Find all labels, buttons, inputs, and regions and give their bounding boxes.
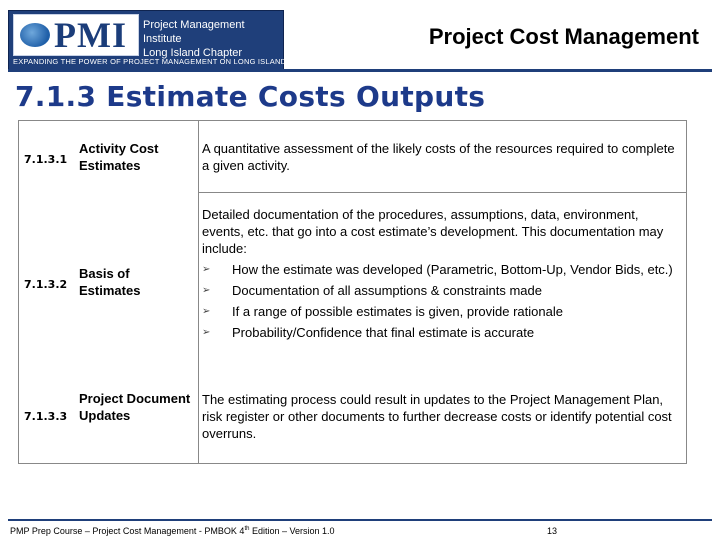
footer-superscript: th [244,526,250,532]
logo-tagline: EXPANDING THE POWER OF PROJECT MANAGEMENT ON LONG ISLAND [13,57,287,66]
list-item-text: Probability/Confidence that final estimate is accurate [232,325,535,340]
header-rule [8,69,712,72]
logo-org-name [143,18,281,60]
logo-letters: PMI [54,15,127,55]
row-term: Project Document Updates [79,391,191,423]
row-number: 7.1.3.3 [24,410,68,423]
row-number: 7.1.3.1 [24,153,68,166]
row-description: A quantitative assessment of the likely costs of the resources required to complete a given activity. [202,141,675,173]
list-item [202,282,682,299]
page-number: 13 [547,526,558,536]
row-description-block [202,206,682,341]
logo-org-line2: Long Island Chapter [143,47,243,59]
footer-text-edition: Edition – Version 1.0 [249,526,335,536]
list-item [202,324,682,341]
list-item-text: If a range of possible estimates is given, provide rationale [232,304,563,319]
footer-text-main: PMP Prep Course – Project Cost Management - PMBOK 4 [10,526,245,536]
row-description: Detailed documentation of the procedures, assumptions, data, environment, events, etc. that go into a cost estimate’s development. This documentation may include: [202,207,664,256]
row-number: 7.1.3.2 [24,278,68,291]
list-item-text: Documentation of all assumptions & constraints made [232,283,542,298]
header-title: Project Cost Management [428,24,699,49]
arrow-bullet-icon: ➢ [202,285,211,296]
list-item [202,261,682,278]
footer-text [10,526,335,536]
arrow-bullet-icon: ➢ [202,306,211,317]
arrow-bullet-icon: ➢ [202,264,211,275]
pmi-logo [8,10,287,70]
page-title: 7.1.3 Estimate Costs Outputs [15,80,486,113]
list-item-text: How the estimate was developed (Parametric, Bottom-Up, Vendor Bids, etc.) [232,262,673,277]
globe-icon [20,23,50,47]
column-divider [198,120,199,464]
logo-org-line1: Project Management Institute [143,19,245,45]
row-term: Activity Cost Estimates [79,141,159,173]
bullet-list [202,261,682,341]
row-description: The estimating process could result in updates to the Project Management Plan, risk register or other documents to further decrease costs or identify potential cost overruns. [202,392,672,441]
row-divider [198,192,686,193]
arrow-bullet-icon: ➢ [202,327,211,338]
list-item [202,303,682,320]
logo-mark [13,14,139,56]
footer-rule [8,519,712,521]
row-term: Basis of Estimates [79,266,141,298]
